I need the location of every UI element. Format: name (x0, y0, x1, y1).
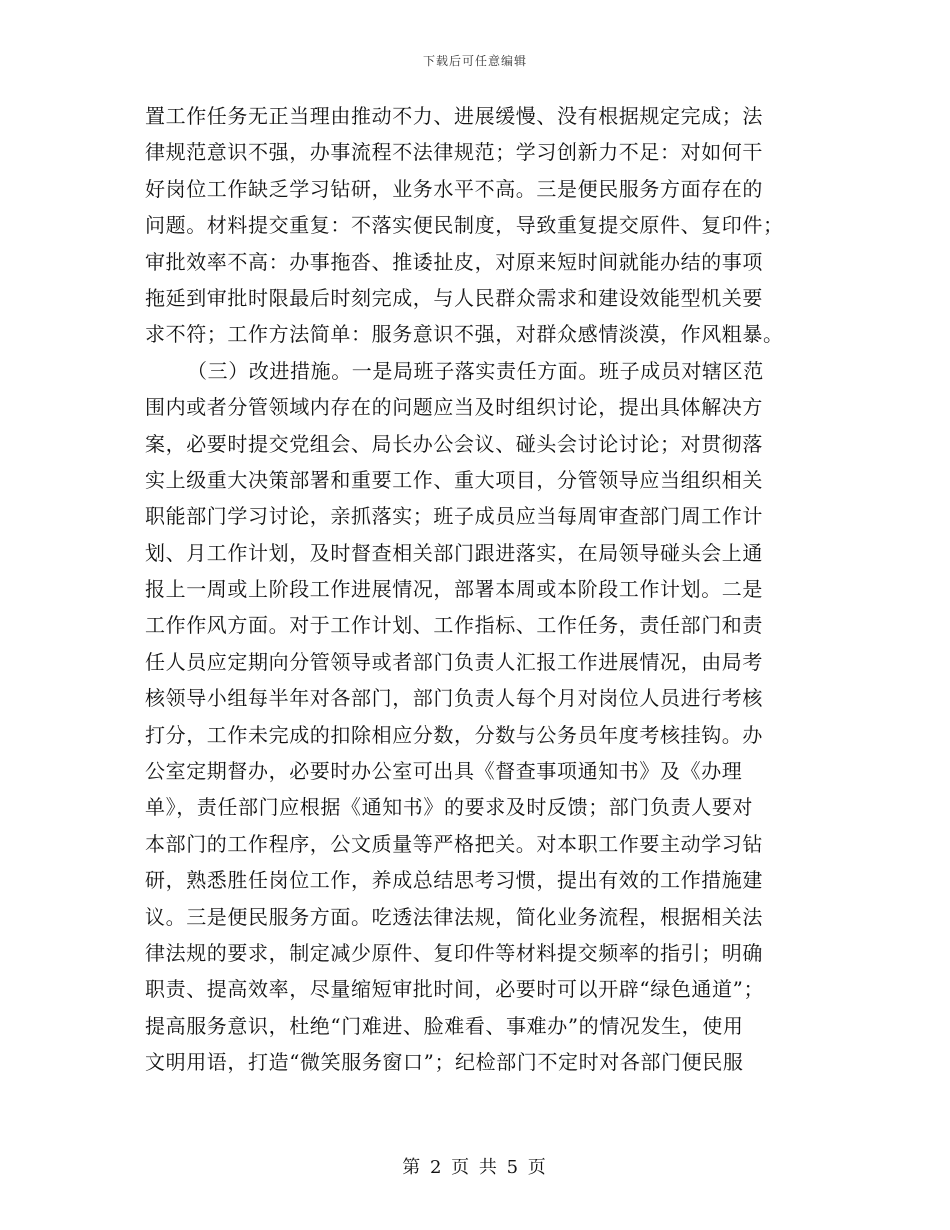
page-number-footer: 第 2 页 共 5 页 (402, 1157, 548, 1178)
text-line: 审批效率不高：办事拖沓、推诿扯皮，对原来短时间就能办结的事项 (145, 249, 763, 274)
text-line: 置工作任务无正当理由推动不力、进展缓慢、没有根据规定完成；法 (145, 104, 763, 128)
text-line: 职能部门学习讨论，亲抓落实；班子成员应当每周审查部门周工作计 (145, 504, 763, 529)
text-line: 打分，工作未完成的扣除相应分数，分数与公务员年度考核挂钩。办 (145, 722, 763, 747)
text-line: 问题。材料提交重复：不落实便民制度，导致重复提交原件、复印件； (145, 213, 784, 238)
document-body (145, 98, 809, 1081)
text-line: 研，熟悉胜任岗位工作，养成总结思考习惯，提出有效的工作措施建 (145, 868, 763, 893)
text-line: 核领导小组每半年对各部门，部门负责人每个月对岗位人员进行考核 (145, 686, 763, 711)
text-line: 本部门的工作程序，公文质量等严格把关。对本职工作要主动学习钻 (145, 831, 763, 856)
text-line: 拖延到审批时限最后时刻完成，与人民群众需求和建设效能型机关要 (145, 285, 763, 310)
text-line: 报上一周或上阶段工作进展情况，部署本周或本阶段工作计划。二是 (145, 577, 763, 602)
text-line: 实上级重大决策部署和重要工作、重大项目，分管领导应当组织相关 (145, 467, 763, 492)
text-line: 好岗位工作缺乏学习钻研，业务水平不高。三是便民服务方面存在的 (145, 176, 763, 201)
text-line: 律规范意识不强，办事流程不法律规范；学习创新力不足：对如何干 (145, 140, 763, 165)
text-line: 议。三是便民服务方面。吃透法律法规，简化业务流程，根据相关法 (145, 904, 763, 929)
text-line: 案，必要时提交党组会、局长办公会议、碰头会讨论讨论；对贯彻落 (145, 431, 763, 456)
page-header: 下载后可任意编辑 (422, 54, 527, 68)
text-line: 单》，责任部门应根据《通知书》的要求及时反馈；部门负责人要对 (145, 795, 753, 820)
text-line: 求不符；工作方法简单：服务意识不强，对群众感情淡漠，作风粗暴。 (145, 322, 784, 347)
text-line: 提高服务意识，杜绝“门难进、脸难看、事难办”的情况发生，使用 (145, 1013, 744, 1038)
text-line: 律法规的要求，制定减少原件、复印件等材料提交频率的指引；明确 (145, 940, 763, 965)
text-line: 围内或者分管领域内存在的问题应当及时组织讨论，提出具体解决方 (145, 395, 763, 420)
paragraph-start-line: （三）改进措施。一是局班子落实责任方面。班子成员对辖区范 (187, 358, 764, 383)
text-line: 公室定期督办，必要时办公室可出具《督查事项通知书》及《办理 (145, 759, 743, 784)
text-line: 任人员应定期向分管领导或者部门负责人汇报工作进展情况，由局考 (145, 649, 763, 674)
text-line: 划、月工作计划，及时督查相关部门跟进落实，在局领导碰头会上通 (145, 540, 763, 565)
text-line: 职责、提高效率，尽量缩短审批时间，必要时可以开辟“绿色通道”； (145, 977, 765, 1002)
text-line: 文明用语，打造“微笑服务窗口”；纪检部门不定时对各部门便民服 (145, 1050, 744, 1075)
text-line: 工作作风方面。对于工作计划、工作指标、工作任务，责任部门和责 (145, 613, 763, 638)
